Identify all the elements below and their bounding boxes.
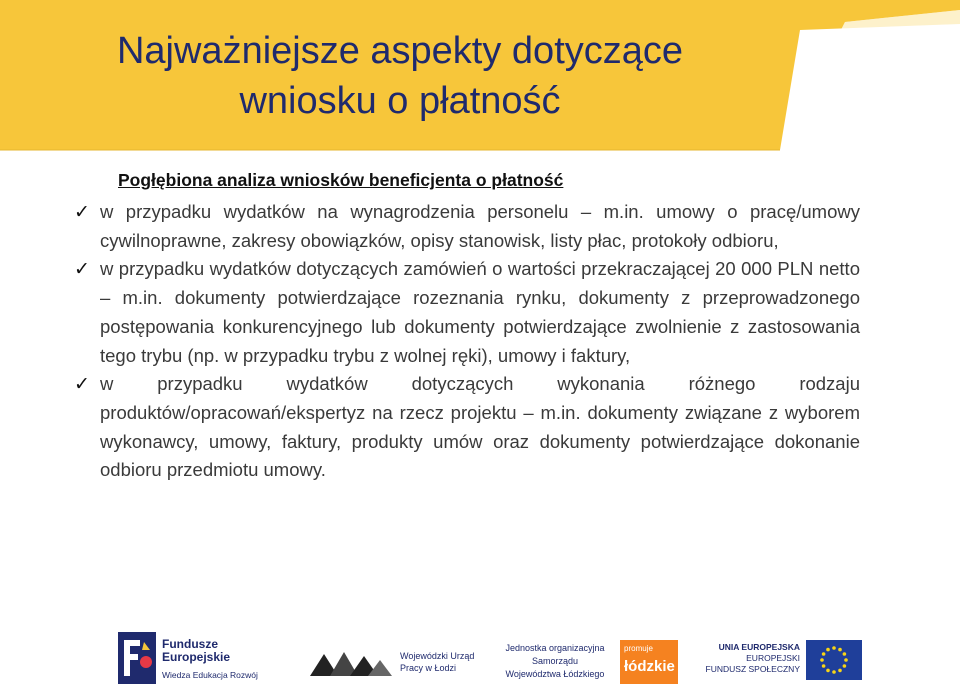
- title-line-2: wniosku o płatność: [239, 80, 561, 122]
- wu-line-2: Pracy w Łodzi: [400, 663, 457, 673]
- fe-line-2: Europejskie: [162, 650, 231, 664]
- list-item: [70, 255, 860, 370]
- header-band: [0, 0, 960, 160]
- eu-flag-icon: [806, 640, 862, 680]
- fe-line-1: Fundusze: [162, 637, 218, 651]
- page-title: [0, 26, 800, 126]
- check-icon: ✓: [74, 202, 90, 223]
- section-subtitle: Pogłębiona analiza wniosków beneficjenta o płatność: [118, 170, 564, 190]
- bullet-list: [70, 198, 860, 485]
- list-item: [70, 198, 860, 255]
- unia-europejska-logo: [704, 642, 800, 675]
- check-icon: ✓: [74, 259, 90, 281]
- promuje-lodzkie-logo: [620, 640, 678, 684]
- ue-line-2: EUROPEJSKI: [746, 653, 800, 663]
- list-item-text: w przypadku wydatków dotyczących wykonania różnego rodzaju produktów/opracowań/ekspertyz na rzecz projektu – m.in. dokumenty związane z wyborem wykonawcy, umowy, faktury, produkty umów oraz dokumenty potwierdzające dokonanie odbioru przedmiotu umowy.: [100, 373, 860, 481]
- jo-line-1: Jednostka organizacyjna: [505, 643, 605, 653]
- jo-line-2: Samorządu: [531, 656, 579, 666]
- wu-line-1: Wojewódzki Urząd: [400, 651, 475, 661]
- list-item-text: w przypadku wydatków na wynagrodzenia personelu – m.in. umowy o pracę/umowy cywilnoprawne, zakresy obowiązków, opisy stanowisk, listy płac, protokoły odbioru,: [100, 201, 860, 251]
- check-icon: ✓: [74, 374, 90, 396]
- fundusze-europejskie-logo: [162, 638, 230, 664]
- lodz-small-text: promuje: [624, 644, 653, 653]
- wup-logo: [400, 650, 474, 674]
- list-item-text: w przypadku wydatków dotyczących zamówień o wartości przekraczającej 20 000 PLN netto – m.in. dokumenty potwierdzające rozeznania rynku, dokumenty z przeprowadzonego postępowania konkurencyjnego lub dokumenty potwierdzające zwolnienie z zastosowania tego trybu (np. w przypadku trybu z wolnej ręki), umowy i faktury,: [100, 258, 860, 366]
- ue-line-3: FUNDUSZ SPOŁECZNY: [705, 664, 800, 674]
- wup-logo-icon: [310, 646, 392, 686]
- fundusze-europejskie-logo-icon: [118, 632, 156, 684]
- footer-logos: [0, 618, 960, 691]
- jo-line-3: Województwa Łódzkiego: [505, 669, 605, 679]
- jednostka-organizacyjna-logo: [500, 642, 610, 681]
- title-line-1: Najważniejsze aspekty dotyczące: [116, 30, 684, 72]
- fe-subtitle: Wiedza Edukacja Rozwój: [162, 670, 258, 680]
- ue-line-1: UNIA EUROPEJSKA: [718, 642, 800, 652]
- lodz-big-text: łódzkie: [624, 658, 675, 675]
- list-item: [70, 370, 860, 485]
